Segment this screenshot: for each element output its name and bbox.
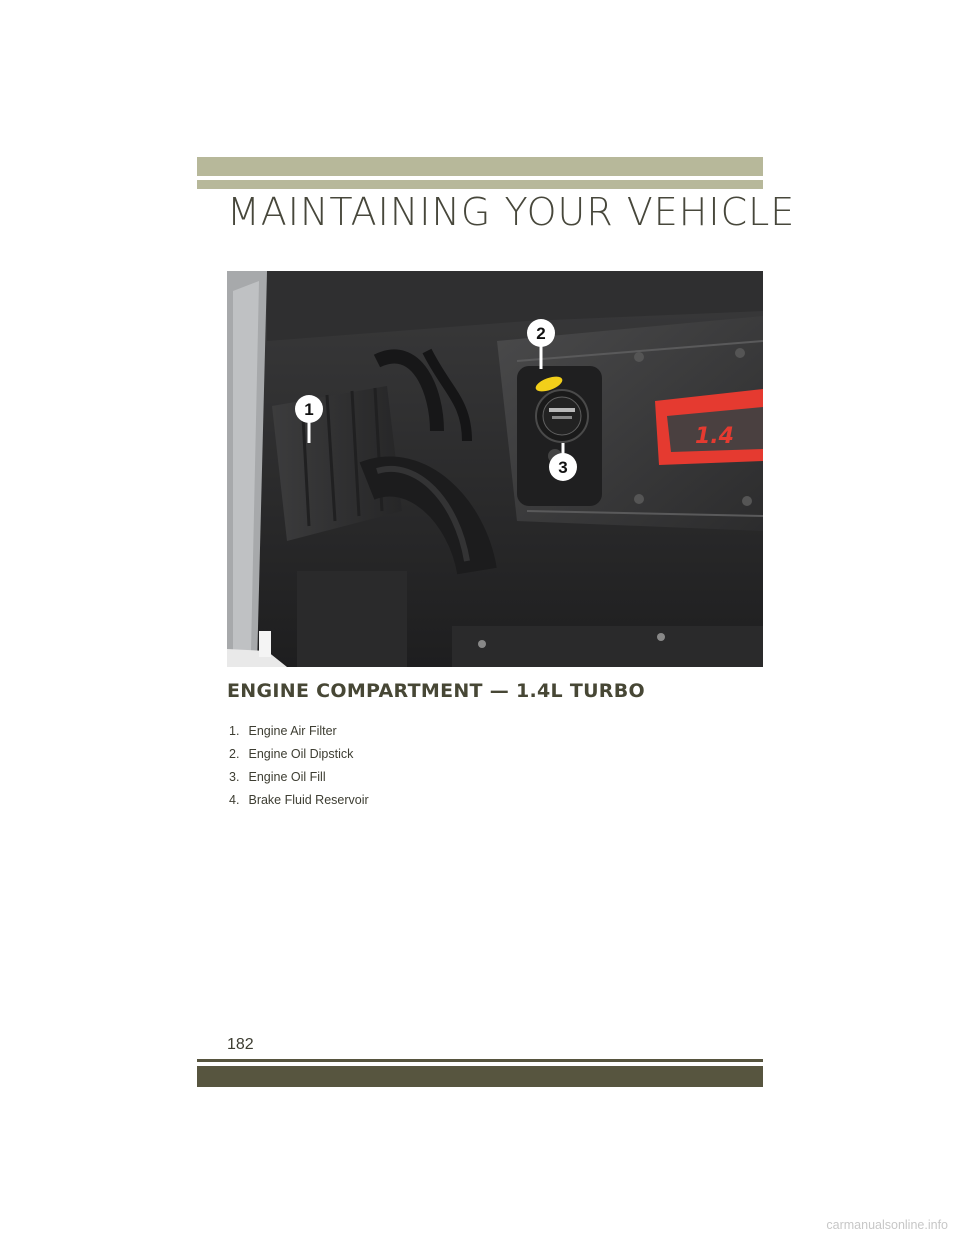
list-item: 3. Engine Oil Fill (229, 770, 326, 784)
svg-text:1: 1 (304, 400, 314, 419)
section-title: MAINTAINING YOUR VEHICLE (227, 190, 796, 234)
header-band-line (197, 180, 763, 189)
footer-band-line (197, 1059, 763, 1062)
item-label: Engine Oil Fill (248, 770, 326, 784)
item-label: Engine Oil Dipstick (248, 747, 354, 761)
header-band (197, 157, 763, 176)
watermark: carmanualsonline.info (826, 1218, 948, 1232)
list-item: 2. Engine Oil Dipstick (229, 747, 354, 761)
section-heading: ENGINE COMPARTMENT — 1.4L TURBO (227, 680, 645, 702)
svg-text:2: 2 (536, 324, 546, 343)
component-list (229, 723, 369, 815)
item-label: Engine Air Filter (248, 724, 337, 738)
item-label: Brake Fluid Reservoir (248, 793, 369, 807)
svg-text:1.4: 1.4 (695, 424, 734, 449)
svg-text:3: 3 (558, 458, 568, 477)
list-item: 4. Brake Fluid Reservoir (229, 793, 369, 807)
footer-band (197, 1066, 763, 1087)
engine-compartment-photo (227, 271, 763, 667)
page-number: 182 (227, 1036, 254, 1053)
list-item: 1. Engine Air Filter (229, 724, 337, 738)
